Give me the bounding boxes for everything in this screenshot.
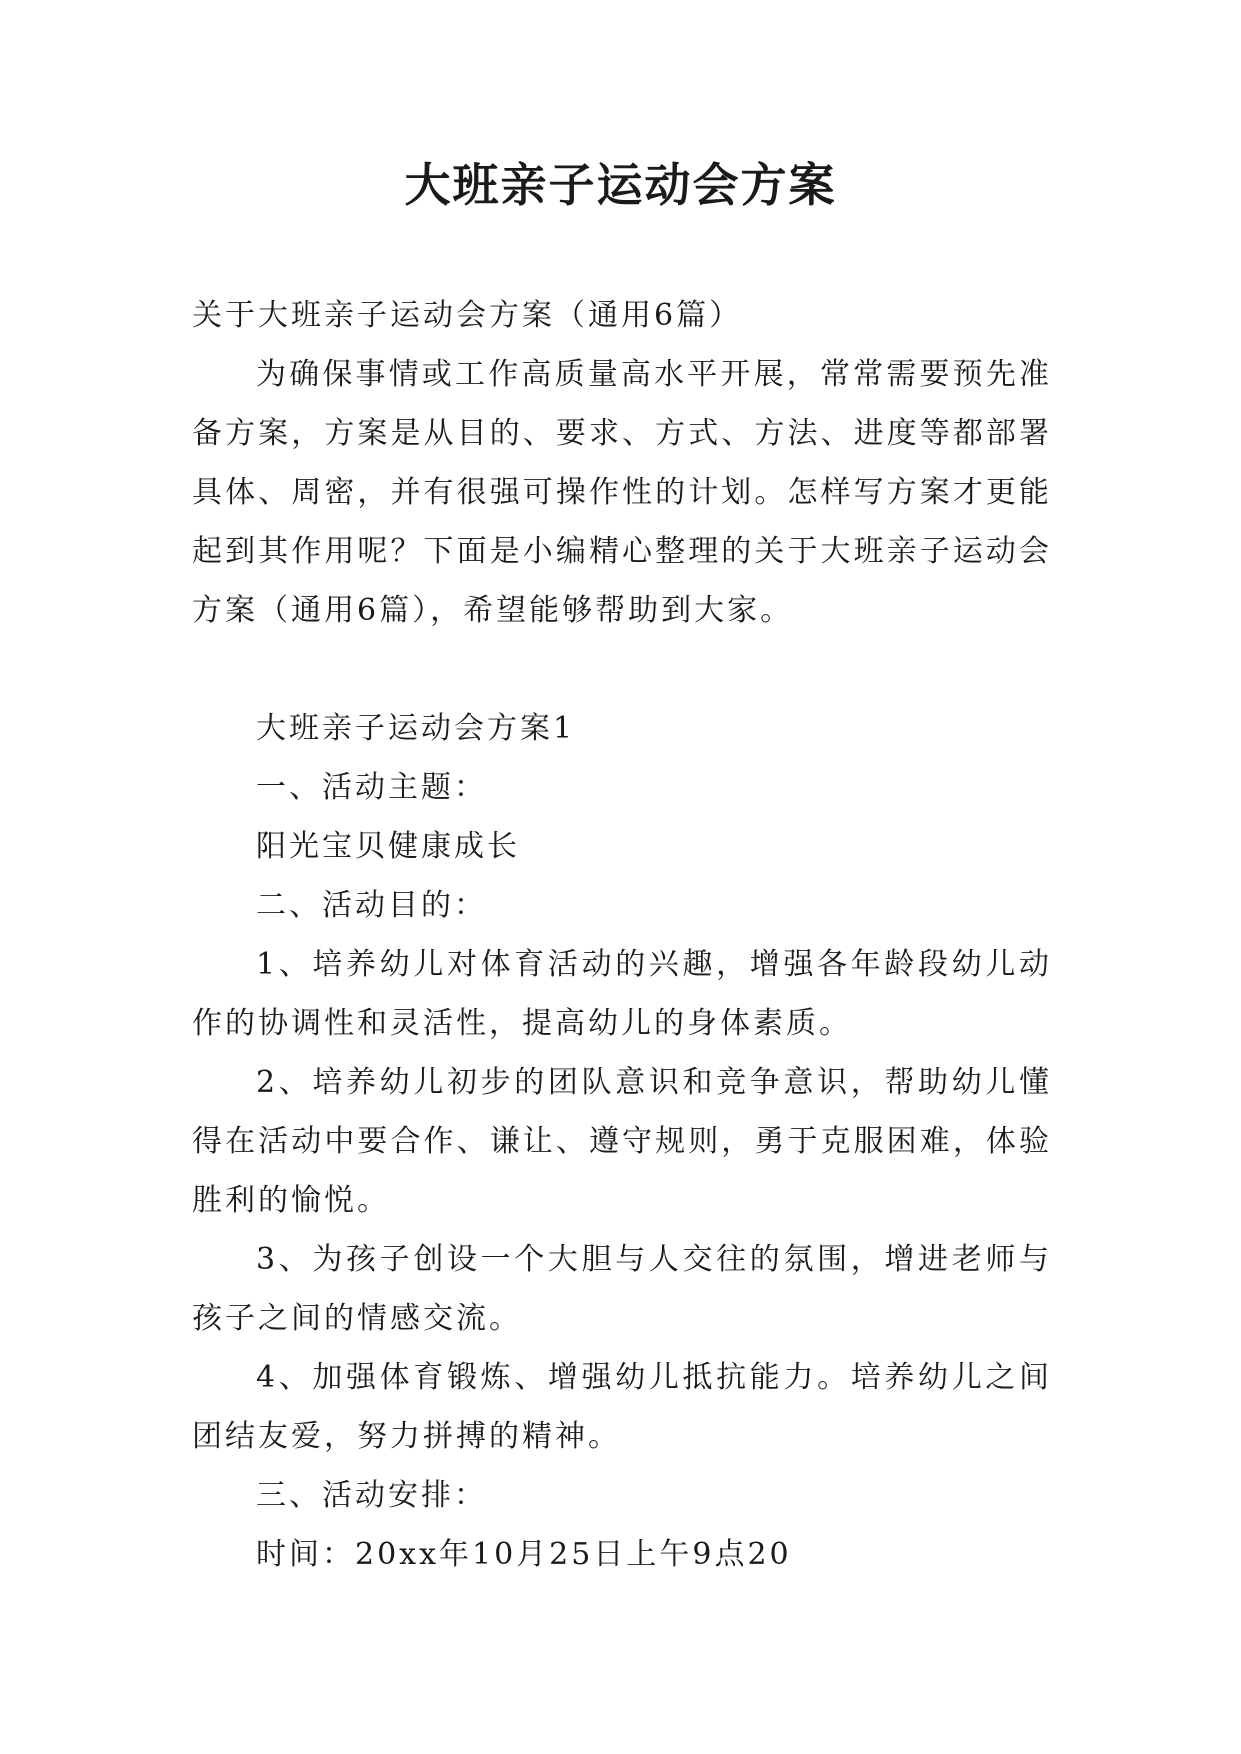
section-heading: 大班亲子运动会方案1: [256, 711, 576, 746]
goal-item-4: 4、加强体育锻炼、增强幼儿抵抗能力。培养幼儿之间团结友爱，努力拼搏的精神。: [192, 1360, 1052, 1454]
paragraph-gap: [192, 640, 1052, 699]
goal-item-2: 2、培养幼儿初步的团队意识和竞争意识，帮助幼儿懂得在活动中要合作、谦让、遵守规则，勇于克服困难，体验胜利的愉悦。: [192, 1065, 1052, 1218]
intro-paragraph: 为确保事情或工作高质量高水平开展，常常需要预先准备方案，方案是从目的、要求、方式、方法、进度等都部署具体、周密，并有很强可操作性的计划。怎样写方案才更能起到其作用呢？下面是小编精心整理的关于大班亲子运动会方案（通用6篇），希望能够帮助到大家。: [192, 357, 1052, 628]
time-line: 时间：20xx年10月25日上午9点20: [256, 1537, 792, 1572]
goal-item-1: 1、培养幼儿对体育活动的兴趣，增强各年龄段幼儿动作的协调性和灵活性，提高幼儿的身体素质。: [192, 947, 1052, 1041]
theme-heading: 一、活动主题：: [256, 770, 487, 805]
document-body: [192, 286, 1052, 1584]
arrangement-heading: 三、活动安排：: [256, 1478, 487, 1513]
document-title: 大班亲子运动会方案: [404, 158, 837, 212]
document-subtitle: 关于大班亲子运动会方案（通用6篇）: [192, 298, 743, 333]
goals-heading: 二、活动目的：: [256, 888, 487, 923]
goal-item-3: 3、为孩子创设一个大胆与人交往的氛围，增进老师与孩子之间的情感交流。: [192, 1242, 1052, 1336]
theme-text: 阳光宝贝健康成长: [256, 829, 520, 864]
